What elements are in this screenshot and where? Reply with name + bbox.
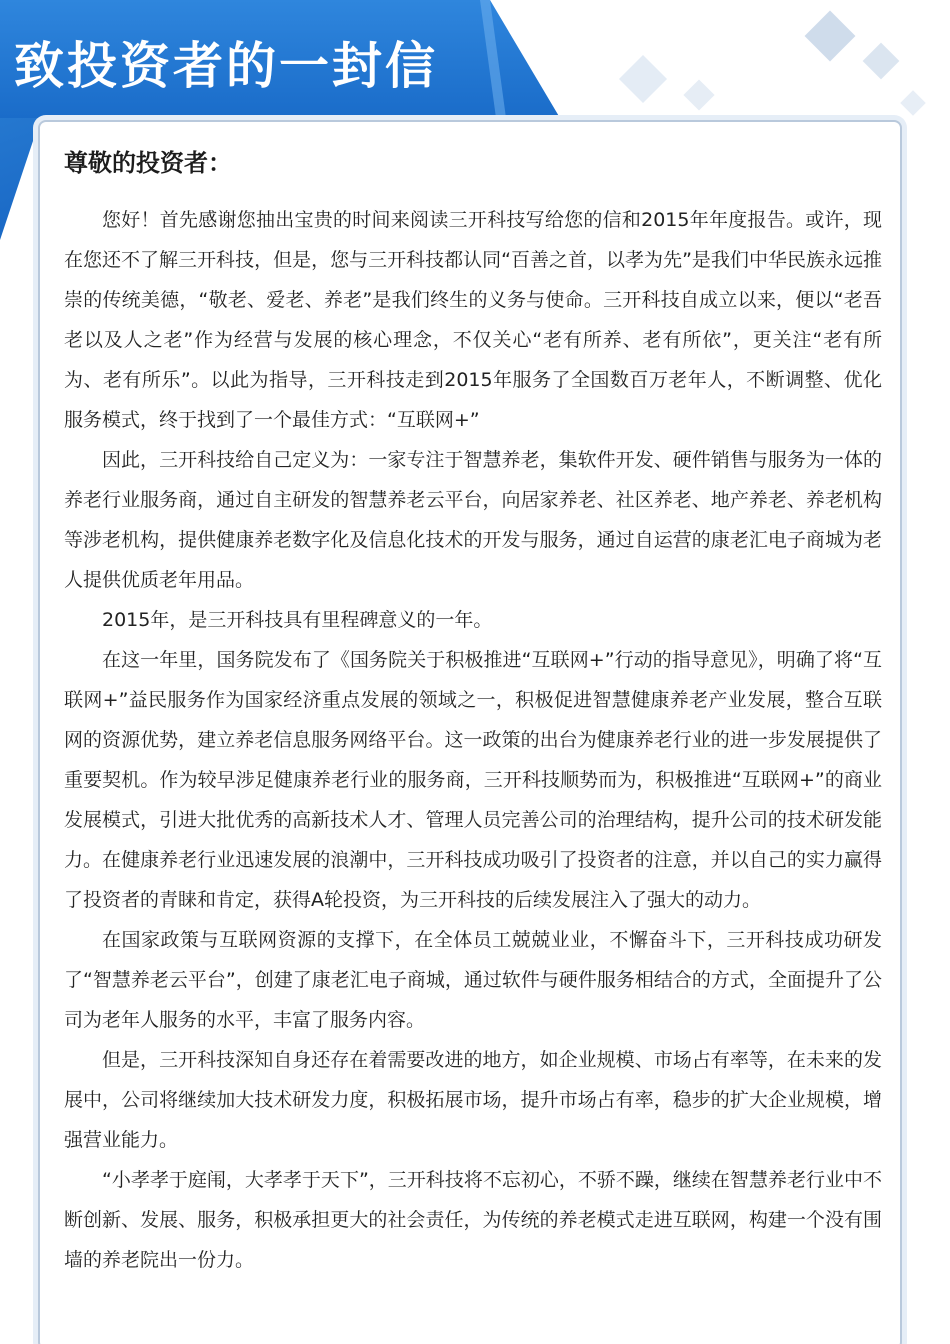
- decorative-diamond: [619, 55, 667, 103]
- letter-paragraph: 但是，三开科技深知自身还存在着需要改进的地方，如企业规模、市场占有率等，在未来的发展中，公司将继续加大技术研发力度，积极拓展市场，提升市场占有率，稳步的扩大企业规模，增强营业能力。: [64, 1049, 882, 1151]
- decorative-diamond: [863, 43, 900, 80]
- letter-paragraph: 2015年，是三开科技具有里程碑意义的一年。: [102, 609, 493, 631]
- letter-salutation: 尊敬的投资者：: [64, 149, 232, 177]
- decorative-diamond: [805, 11, 856, 62]
- letter-paragraph: 在这一年里，国务院发布了《国务院关于积极推进“互联网+”行动的指导意见》，明确了将“互联网+”益民服务作为国家经济重点发展的领域之一，积极促进智慧健康养老产业发展，整合互联网的资源优势，建立养老信息服务网络平台。这一政策的出台为健康养老行业的进一步发展提供了重要契机。作为较早涉足健康养老行业的服务商，三开科技顺势而为，积极推进“互联网+”的商业发展模式，引进大批优秀的高新技术人才、管理人员完善公司的治理结构，提升公司的技术研发能力。在健康养老行业迅速发展的浪潮中，三开科技成功吸引了投资者的注意，并以自己的实力赢得了投资者的青睐和肯定，获得A轮投资，为三开科技的后续发展注入了强大的动力。: [64, 649, 882, 911]
- letter-paragraph: “小孝孝于庭闱，大孝孝于天下”，三开科技将不忘初心，不骄不躁，继续在智慧养老行业中不断创新、发展、服务，积极承担更大的社会责任，为传统的养老模式走进互联网，构建一个没有围墙的养老院出一份力。: [64, 1169, 882, 1271]
- letter-paragraph: 在国家政策与互联网资源的支撑下，在全体员工兢兢业业，不懈奋斗下，三开科技成功研发了“智慧养老云平台”，创建了康老汇电子商城，通过软件与硬件服务相结合的方式，全面提升了公司为老年人服务的水平，丰富了服务内容。: [64, 929, 882, 1031]
- decorative-diamond: [900, 90, 925, 115]
- letter-card: [38, 120, 902, 1344]
- letter-paragraph: 您好！首先感谢您抽出宝贵的时间来阅读三开科技写给您的信和2015年年度报告。或许，现在您还不了解三开科技，但是，您与三开科技都认同“百善之首，以孝为先”是我们中华民族永远推崇的传统美德，“敬老、爱老、养老”是我们终生的义务与使命。三开科技自成立以来，便以“老吾老以及人之老”作为经营与发展的核心理念，不仅关心“老有所养、老有所依”，更关注“老有所为、老有所乐”。以此为指导，三开科技走到2015年服务了全国数百万老年人，不断调整、优化服务模式，终于找到了一个最佳方式：“互联网+”: [64, 209, 882, 431]
- page-title: 致投资者的一封信: [14, 37, 438, 95]
- letter-paragraph: 因此，三开科技给自己定义为：一家专注于智慧养老，集软件开发、硬件销售与服务为一体的养老行业服务商，通过自主研发的智慧养老云平台，向居家养老、社区养老、地产养老、养老机构等涉老机构，提供健康养老数字化及信息化技术的开发与服务，通过自运营的康老汇电子商城为老人提供优质老年用品。: [64, 449, 882, 591]
- decorative-diamond: [683, 79, 714, 110]
